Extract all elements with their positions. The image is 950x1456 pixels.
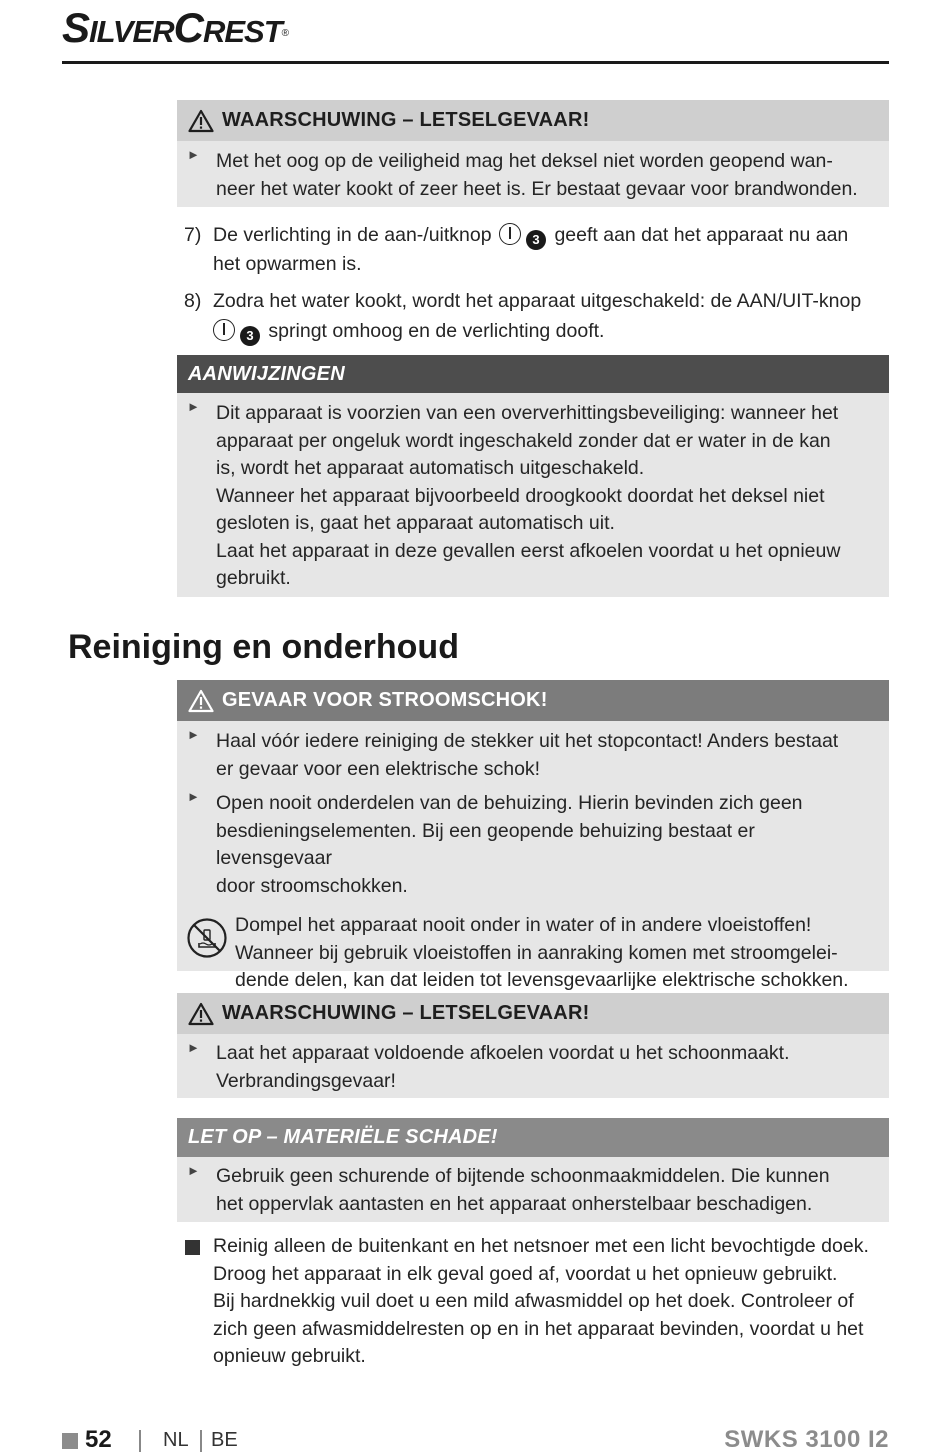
footer-lang-be: BE — [211, 1429, 238, 1451]
danger-box-title: GEVAAR VOOR STROOMSCHOK! — [222, 689, 548, 711]
bullet-item: ► Gebruik geen schurende of bijtende schoonmaakmiddelen. Die kunnen het oppervlak aantasten en het apparaat onherstelbaar beschadigen. — [177, 1157, 889, 1218]
caution-box-material-damage — [177, 1118, 889, 1222]
warning-triangle-icon — [188, 689, 214, 713]
warning-triangle-icon — [188, 1002, 214, 1026]
warning-box-header — [177, 100, 889, 141]
step-7: 7) De verlichting in de aan-/uitknop 3 geeft aan dat het apparaat nu aan het opwarmen is. — [184, 224, 849, 275]
danger-box-header — [177, 680, 889, 721]
model-number: SWKS 3100 I2 — [724, 1426, 889, 1453]
warning-box-hot-lid — [177, 100, 889, 207]
square-bullet-icon — [185, 1240, 200, 1255]
no-immersion-item: Dompel het apparaat nooit onder in water of in andere vloeistoffen! Wanneer bij gebruik vloeistoffen in aanraking komen met stroomgelei- dende delen, kan dat leiden tot levensgevaarlijke elektrische schokken. — [177, 900, 889, 995]
danger-box-electric-shock — [177, 680, 889, 991]
caution-box-title: LET OP – MATERIËLE SCHADE! — [188, 1126, 498, 1148]
warning-box-title: WAARSCHUWING – LETSELGEVAAR! — [222, 109, 590, 131]
step-8: 8) Zodra het water kookt, wordt het apparaat uitgeschakeld: de AAN/UIT-knop 3 springt omhoog en de verlichting dooft. — [184, 286, 889, 346]
bullet-item: ► Open nooit onderdelen van de behuizing. Hierin bevinden zich geen besdieningselementen. Bij een geopende behuizing bestaat er levensgevaar door stroomschokken. — [177, 783, 889, 900]
warning-box-cool-down — [177, 993, 889, 1098]
no-immersion-icon — [186, 917, 228, 959]
notes-box-header — [177, 355, 889, 393]
footer-divider — [139, 1430, 141, 1452]
triangle-bullet-icon: ► — [187, 727, 200, 742]
bullet-item: ► Dit apparaat is voorzien van een oververhittingsbeveiliging: wanneer het apparaat per ongeluk wordt ingeschakeld zonder dat er water in de kan is, wordt het apparaat automatisch uitgeschakeld. Wanneer het apparaat bijvoorbeeld droogkookt doordat het deksel niet gesloten is, gaat het apparaat automatisch uit. Laat het apparaat in deze gevallen eerst afkoelen voordat u het opnieuw gebruikt. — [177, 393, 889, 593]
triangle-bullet-icon: ► — [187, 147, 200, 162]
warning-box-header — [177, 993, 889, 1034]
reference-number-badge: 3 — [240, 326, 260, 346]
footer-lang-nl: NL — [163, 1429, 189, 1451]
power-button-icon — [499, 223, 521, 245]
bullet-item: ► Met het oog op de veiligheid mag het deksel niet worden geopend wan- neer het water kookt of zeer heet is. Er bestaat gevaar voor brandwonden. — [177, 141, 889, 203]
header-rule — [62, 61, 889, 64]
section-title: Reiniging en onderhoud — [68, 628, 459, 666]
bullet-item: ► Laat het apparaat voldoende afkoelen voordat u het schoonmaakt. Verbrandingsgevaar! — [177, 1034, 889, 1095]
caution-box-header — [177, 1118, 889, 1157]
page-footer — [0, 1425, 950, 1455]
cleaning-instruction-item: Reinig alleen de buitenkant en het netsnoer met een licht bevochtigde doek. Droog het apparaat in elk geval goed af, voordat u het opnieuw gebruikt. Bij hardnekkig vuil doet u een mild afwasmiddel op het doek. Controleer of zich geen afwasmiddelresten op en in het apparaat bevinden, voordat u het opnieuw gebruikt. — [184, 1233, 889, 1371]
power-button-icon — [213, 319, 235, 341]
page-number: 52 — [85, 1426, 112, 1453]
brand-logo: SILVERCREST® — [62, 4, 289, 51]
warning-box-title: WAARSCHUWING – LETSELGEVAAR! — [222, 1002, 590, 1024]
triangle-bullet-icon: ► — [187, 1040, 200, 1055]
reference-number-badge: 3 — [526, 230, 546, 250]
notes-box — [177, 355, 889, 597]
footer-square-icon — [62, 1433, 78, 1449]
triangle-bullet-icon: ► — [187, 789, 200, 804]
triangle-bullet-icon: ► — [187, 1163, 200, 1178]
footer-divider — [200, 1430, 202, 1452]
bullet-item: ► Haal vóór iedere reiniging de stekker uit het stopcontact! Anders bestaat er gevaar voor een elektrische schok! — [177, 721, 889, 783]
warning-triangle-icon — [188, 109, 214, 133]
triangle-bullet-icon: ► — [187, 399, 200, 414]
notes-box-title: AANWIJZINGEN — [188, 362, 345, 385]
